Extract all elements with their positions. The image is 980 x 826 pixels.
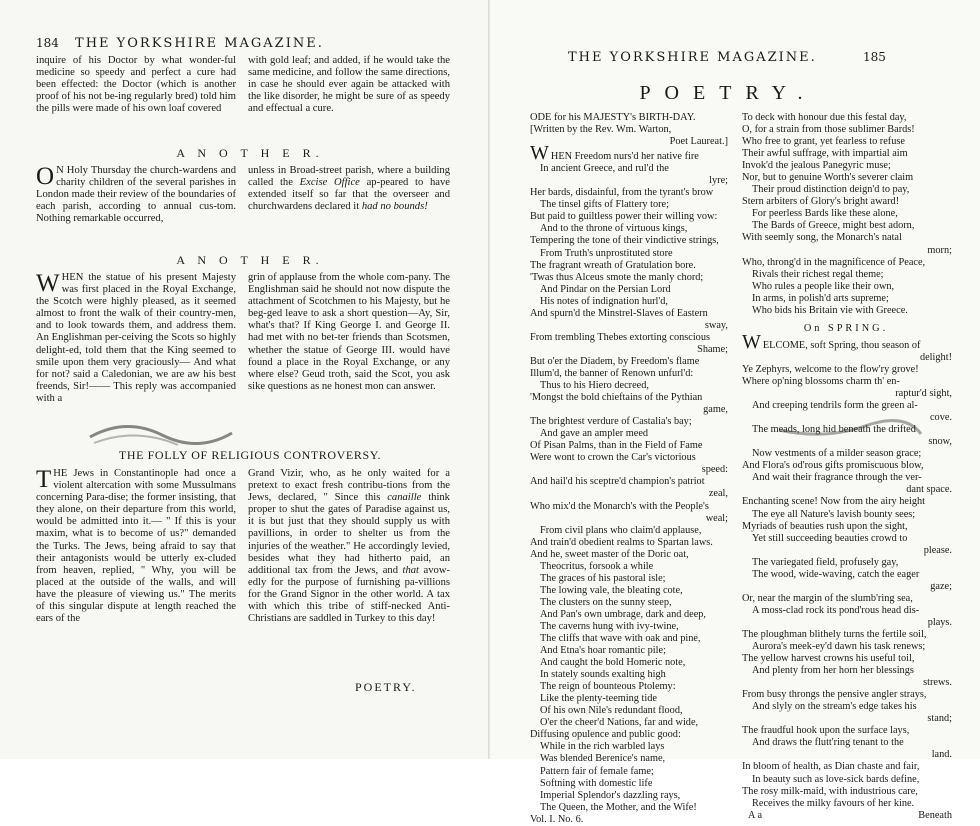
- folly-heading: THE FOLLY OF RELIGIOUS CONTROVERSY.: [118, 448, 382, 462]
- verse-line: Aurora's meek-ey'd dawn his task renews;: [752, 641, 926, 653]
- verse-line: From Truth's unprostituted store: [540, 247, 673, 259]
- verse-line: WHEN Freedom nurs'd her native fire: [530, 142, 699, 165]
- verse-line: O'er the cheer'd Nations, far and wide,: [540, 717, 699, 729]
- right-verse-column: [740, 112, 952, 821]
- verse-line: 'Mongst the bold chieftains of the Pythian: [530, 392, 703, 404]
- verse-line: His notes of indignation hurl'd,: [540, 295, 668, 307]
- left-page: [0, 0, 490, 759]
- verse-line: For peerless Bards like these alone,: [752, 208, 898, 220]
- verse-line: Who free to grant, yet fearless to refuse: [742, 136, 905, 148]
- verse-line: WELCOME, soft Spring, thou season of: [742, 330, 921, 353]
- verse-line: From civil plans who claim'd applause,: [540, 524, 702, 536]
- right-page-number: 185: [862, 50, 886, 64]
- ode-continuation: [740, 112, 952, 317]
- volume-signature: Vol. I. No. 6.: [530, 813, 584, 825]
- verse-line: Imperial Splendor's dazzling rays,: [540, 789, 681, 801]
- verse-line: And hail'd his sceptre'd champion's patriot: [530, 476, 705, 488]
- verse-line: Was blended Berenice's name,: [540, 753, 666, 765]
- verse-line: And creeping tendrils form the green al-: [752, 400, 918, 412]
- verse-dropcap: W: [742, 330, 761, 353]
- verse-line: Yet still succeeding beauties crowd to: [752, 532, 908, 544]
- verse-line: 'Twas thus Alceus smote the manly chord;: [530, 271, 704, 283]
- verse-line: The caverns hung with ivy-twine,: [540, 620, 679, 632]
- verse-line: The eye all Nature's lavish bounty sees;: [752, 508, 916, 520]
- ode-column: [528, 112, 728, 825]
- verse-line: Who bids his Britain vie with Greece.: [752, 304, 908, 316]
- another-1-col-2: unless in Broad-street parish, where a building called the Excise Office ap-peared to have extended itself so far that the overseer and churchwardens declared it had no bounds!: [248, 165, 450, 213]
- dropcap-o: O: [36, 163, 55, 190]
- verse-line: Tempering the tone of their vindictive strings,: [530, 235, 719, 247]
- spring-verses: [740, 330, 952, 810]
- left-catchword: POETRY.: [355, 680, 417, 694]
- verse-line: delight!: [919, 351, 952, 363]
- verse-line: Pattern fair of female fame;: [540, 765, 654, 777]
- verse-line: Who rules a people like their own,: [752, 280, 895, 292]
- verse-line: In stately sounds exalting high: [540, 669, 666, 681]
- verse-line: lyre;: [709, 175, 728, 187]
- another-1-col-1: O N Holy Thursday the church-wardens and charity children of the several parishes in London made their review of the boundaries of each parish, according to annual cus-tom. Nothing remarkable occurred,: [36, 163, 236, 225]
- verse-line: game,: [703, 404, 728, 416]
- verse-line: Where op'ning blossoms charm th' en-: [742, 375, 900, 387]
- verse-line: Who mix'd the Monarch's with the People's: [530, 500, 709, 512]
- ode-byline: [Written by the Rev. Wm. Warton,: [530, 124, 672, 136]
- right-running-head: [568, 50, 886, 66]
- verse-line: The fraudful hook upon the surface lays,: [742, 725, 910, 737]
- verse-line: The yellow harvest crowns his useful toil,: [742, 653, 915, 665]
- verse-line: raptur'd sight,: [895, 388, 952, 400]
- verse-line: Enchanting scene! Now from the airy height: [742, 496, 925, 508]
- verse-line: And Flora's od'rous gifts promiscuous blow,: [742, 460, 924, 472]
- ode-byline-2: Poet Laureat.]: [669, 136, 728, 148]
- verse-line: But o'er the Diadem, by Freedom's flame: [530, 355, 700, 367]
- verse-line: And wait their fragrance through the ver-: [752, 472, 922, 484]
- verse-line: Or, near the margin of the slumb'ring sea,: [742, 592, 913, 604]
- dropcap-t: T: [36, 466, 52, 493]
- verse-line: And Pindar on the Persian Lord: [540, 283, 671, 295]
- verse-dropcap: W: [530, 142, 549, 165]
- verse-line: gaze;: [930, 580, 952, 592]
- verse-line: And spurn'd the Minstrel-Slaves of Eastern: [530, 307, 708, 319]
- verse-line: And gave an ampler meed: [540, 428, 649, 440]
- verse-line: please.: [923, 544, 952, 556]
- verse-line: strews.: [923, 677, 952, 689]
- left-running-title: THE YORKSHIRE MAGAZINE.: [75, 36, 324, 51]
- another-2-col-1: W HEN the statue of his present Majesty was first placed in the Royal Exchange, the Scotch were highly pleased, as it seemed almost to front the walk of their country-men, and to look towards them, and address them. An Englishman per-ceiving the Scots so highly delight-ed, told them that the King seemed to smile upon them very graciously— And what for not? said a Caledonian, we are aw his best freends, Sir!—— This reply was accompanied with a: [36, 270, 236, 404]
- verse-line: In arms, in polish'd arts supreme;: [752, 292, 889, 304]
- verse-line: The lowing vale, the bleating cote,: [540, 584, 683, 596]
- verse-line: snow,: [928, 436, 952, 448]
- verse-line: cove.: [929, 412, 952, 424]
- verse-line: Diffusing opulence and public good:: [530, 729, 681, 741]
- verse-line: Ye Zephyrs, welcome to the flow'ry grove!: [742, 363, 919, 375]
- verse-line: Were wont to crown the Car's victorious: [530, 452, 696, 464]
- verse-line: Like the plenty-teeming tide: [540, 693, 657, 705]
- folly-col-1: T HE Jews in Constantinople had once a violent altercation with some Mussulmans concerning Para-dise; the former insisting, that they alone, on their departure from this world, would be admitted into it.— " If this is your maxim, what is to become of us?" demanded the Turks. The Jews, being afraid to say that their antagonists would be utterly ex-cluded from heaven, replied, " Why, you will be placed at the outside of the walls, and will have the pleasure of viewing us." The merits of this singular dispute at length reached the ears of the: [36, 466, 236, 625]
- verse-line: Receives the milky favours of her kine.: [752, 797, 915, 809]
- verse-line: From trembling Thebes extorting conscious: [530, 331, 710, 343]
- verse-line: Who, throng'd in the magnificence of Peace,: [742, 256, 926, 268]
- verse-line: Softning with domestic life: [540, 777, 653, 789]
- verse-line: Their proud distinction deign'd to pay,: [752, 184, 910, 196]
- verse-line: From busy throngs the pensive angler strays,: [742, 689, 927, 701]
- verse-line: Of his own Nile's redundant flood,: [540, 705, 683, 717]
- right-running-title: THE YORKSHIRE MAGAZINE.: [568, 50, 817, 65]
- verse-line: And Etna's hoar romantic pile;: [540, 645, 666, 657]
- folly-col-2: Grand Vizir, who, as he only waited for a pretext to exact fresh contribu-tions from the Jews, declared, " Since this canaille think proper to shut the gates of Paradise against us, it is but just that they should supply us with pavillions, in order to shelter us from the injuries of the weather." He accordingly levied, besides what they had hitherto paid, an additional tax from the Jews, and that avow-edly for the purpose of furnishing pa-villions for the Grand Signor in the other world. A tax with which this tribe of stiff-necked Anti-Christians are saddled in Turkey to this day!: [248, 468, 450, 625]
- another-heading-1: A N O T H E R.: [176, 146, 324, 160]
- verse-line: Shame;: [697, 343, 728, 355]
- verse-line: In beauty such as love-sick bards define,: [752, 773, 920, 785]
- verse-line: O, for a strain from those sublimer Bards!: [742, 124, 915, 136]
- left-running-head: [36, 36, 324, 52]
- ode-title: ODE for his MAJESTY's BIRTH-DAY.: [530, 112, 696, 123]
- verse-line: Rivals their richest regal theme;: [752, 268, 884, 280]
- another-heading-2: A N O T H E R.: [176, 253, 324, 267]
- verse-line: sway,: [704, 319, 728, 331]
- verse-line: The brightest verdure of Castalia's bay;: [530, 416, 692, 428]
- page-footer: [740, 810, 952, 822]
- continued-col-2: with gold leaf; and added, if he would take the same medicine, and follow the same directions, in case he should ever again be attacked with the like disorder, he might be sure of as speedy and effectual a cure.: [248, 55, 450, 115]
- verse-line: The Queen, the Mother, and the Wife!: [540, 801, 697, 813]
- verse-line: And slyly on the stream's edge takes his: [752, 701, 917, 713]
- left-page-number: 184: [36, 36, 59, 50]
- verse-line: Illum'd, the banner of Renown unfurl'd:: [530, 367, 694, 379]
- verse-line: dant space.: [906, 484, 952, 496]
- signature-mark: A a: [748, 809, 763, 821]
- verse-line: The variegated field, profusely gay,: [752, 556, 899, 568]
- verse-line: Thus to his Hiero decreed,: [540, 380, 649, 392]
- right-catchword: Beneath: [918, 809, 952, 821]
- dropcap-w: W: [36, 270, 60, 297]
- verse-line: And caught the bold Homeric note,: [540, 657, 686, 669]
- verse-line: The Bards of Greece, might best adorn,: [752, 220, 915, 232]
- verse-line: morn;: [927, 244, 952, 256]
- verse-line: With seemly song, the Monarch's natal: [742, 232, 902, 244]
- spring-heading: On SPRING.: [803, 322, 889, 334]
- verse-line: Myriads of beauties rush upon the sight,: [742, 520, 908, 532]
- verse-line: The meads, long hid beneath the drifted: [752, 424, 916, 436]
- verse-line: And plenty from her horn her blessings: [752, 665, 914, 677]
- verse-line: A moss-clad rock its pond'rous head dis-: [752, 604, 920, 616]
- verse-line: Theocritus, forsook a while: [540, 560, 654, 572]
- verse-line: speed:: [701, 464, 728, 476]
- another-2-col-2: grin of applause from the whole com-pany. The Englishman said he should not now dispute the attachment of Scotchmen to his Majesty, but he beg-ged leave to ask a short question—Ay, Sir, what's that? If King George I. and George II. had met with no bet-ter friends than Scotsmen, whether the statue of George III. would have found a place in the Royal Exchange, or any where else? Geud troth, said the Scot, you ask sike questions as ne honest mon can answer.: [248, 272, 450, 392]
- verse-line: The fragrant wreath of Gratulation bore.: [530, 259, 696, 271]
- verse-line: And train'd obedient realms to Spartan laws.: [530, 536, 713, 548]
- verse-line: And he, sweet master of the Doric oat,: [530, 548, 689, 560]
- verse-line: plays.: [927, 616, 952, 628]
- verse-line: land.: [931, 749, 952, 761]
- verse-line: The tinsel gifts of Flattery tore;: [540, 199, 669, 211]
- verse-line: Stern arbiters of Glory's bright award!: [742, 196, 900, 208]
- verse-line: Invok'd the jealous Panegyric muse;: [742, 160, 891, 172]
- verse-line: In bloom of health, as Dian chaste and fair,: [742, 761, 920, 773]
- verse-line: Of Pisan Palms, than in the Field of Fame: [530, 440, 703, 452]
- verse-line: The cliffs that wave with oak and pine,: [540, 633, 701, 645]
- verse-line: weal;: [705, 512, 728, 524]
- verse-line: And draws the flutt'ring tenant to the: [752, 737, 904, 749]
- verse-line: Nor, but to genuine Worth's severer claim: [742, 172, 914, 184]
- verse-line: The wood, wide-waving, catch the eager: [752, 568, 920, 580]
- verse-line: Now vestments of a milder season grace;: [752, 448, 922, 460]
- verse-line: And to the throne of virtuous kings,: [540, 223, 688, 235]
- verse-line: The graces of his pastoral isle;: [540, 572, 666, 584]
- verse-line: Her bards, disdainful, from the tyrant's brow: [530, 187, 714, 199]
- verse-line: Their awful suffrage, with impartial aim: [742, 148, 908, 160]
- verse-line: zeal,: [708, 488, 728, 500]
- verse-line: To deck with honour due this festal day,: [742, 112, 907, 123]
- verse-line: And Pan's own umbrage, dark and deep,: [540, 608, 706, 620]
- verse-line: stand;: [927, 713, 952, 725]
- verse-line: While in the rich warbled lays: [540, 741, 665, 753]
- verse-line: The reign of bounteous Ptolemy:: [540, 681, 676, 693]
- continued-col-1: inquire of his Doctor by what wonder-ful medicine so speedy and perfect a cure had been effected: the Doctor (which is another proof of his not be-ing regularly bred) told him the pills were made of his own loaf covered: [36, 55, 236, 115]
- verse-line: The clusters on the sunny steep,: [540, 596, 672, 608]
- verse-line: But paid to guiltless power their willing vow:: [530, 211, 718, 223]
- verse-line: The rosy milk-maid, with industrious care,: [742, 785, 918, 797]
- verse-line: The ploughman blithely turns the fertile soil,: [742, 628, 927, 640]
- verse-line: In ancient Greece, and rul'd the: [540, 163, 669, 175]
- poetry-section-title: POETRY.: [639, 82, 817, 104]
